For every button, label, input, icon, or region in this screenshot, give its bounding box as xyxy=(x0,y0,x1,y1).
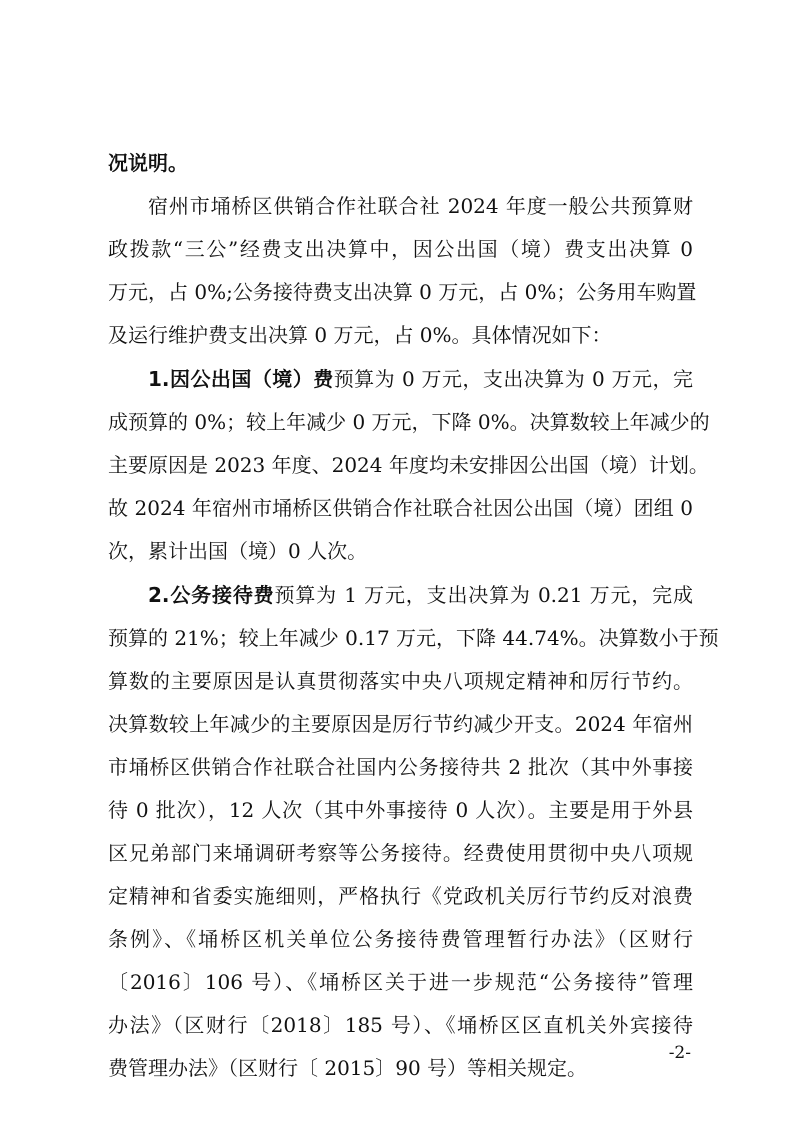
summary-line: 万元，占 0%;公务接待费支出决算 0 万元，占 0%；公务用车购置 xyxy=(108,280,697,304)
item2-line: 办法》（区财行〔2018〕185 号）、《埇桥区区直机关外宾接待 xyxy=(108,1013,693,1037)
item2-heading: 2.公务接待费 xyxy=(148,583,275,607)
item1-heading: 1.因公出国（境）费 xyxy=(148,367,334,391)
item2-line: 决算数较上年减少的主要原因是厉行节约减少开支。2024 年宿州 xyxy=(108,712,693,736)
continuation-heading: 况说明。 xyxy=(108,151,188,175)
item2-first-line-text: 预算为 1 万元，支出决算为 0.21 万元，完成 xyxy=(274,583,694,607)
item2-line: 〔2016〕106 号）、《埇桥区关于进一步规范“公务接待”管理 xyxy=(108,970,693,994)
summary-line: 宿州市埇桥区供销合作社联合社 2024 年度一般公共预算财 xyxy=(148,194,693,218)
page-number: -2- xyxy=(668,1043,691,1063)
item2-line: 市埇桥区供销合作社联合社国内公务接待共 2 批次（其中外事接 xyxy=(108,755,693,779)
item1-first-line-text: 预算为 0 万元，支出决算为 0 万元，完 xyxy=(333,367,693,391)
item2-line: 条例》、《埇桥区机关单位公务接待费管理暂行办法》（区财行 xyxy=(108,927,693,951)
summary-line: 政拨款“三公”经费支出决算中，因公出国（境）费支出决算 0 xyxy=(108,237,693,261)
item1-line: 次，累计出国（境）0 人次。 xyxy=(108,539,368,563)
item1-line: 故 2024 年宿州市埇桥区供销合作社联合社因公出国（境）团组 0 xyxy=(108,496,693,520)
item2-line: 待 0 批次），12 人次（其中外事接待 0 人次）。主要是用于外县 xyxy=(108,798,693,822)
summary-line: 及运行维护费支出决算 0 万元，占 0%。具体情况如下： xyxy=(108,323,612,347)
item2-line: 区兄弟部门来埇调研考察等公务接待。经费使用贯彻中央八项规 xyxy=(108,841,693,865)
item2-line: 定精神和省委实施细则，严格执行《党政机关厉行节约反对浪费 xyxy=(108,884,693,908)
item2-line: 预算的 21%；较上年减少 0.17 万元，下降 44.74%。决算数小于预 xyxy=(108,626,719,650)
item1-line: 主要原因是 2023 年度、2024 年度均未安排因公出国（境）计划。 xyxy=(108,453,709,477)
document-page xyxy=(108,0,719,1122)
item2-first-line xyxy=(148,582,693,608)
item2-line: 算数的主要原因是认真贯彻落实中央八项规定精神和厉行节约。 xyxy=(108,669,693,693)
item1-line: 成预算的 0%；较上年减少 0 万元，下降 0%。决算数较上年减少的 xyxy=(108,410,710,434)
item1-first-line xyxy=(148,366,693,392)
item2-line: 费管理办法》（区财行〔 2015〕90 号）等相关规定。 xyxy=(108,1056,588,1080)
